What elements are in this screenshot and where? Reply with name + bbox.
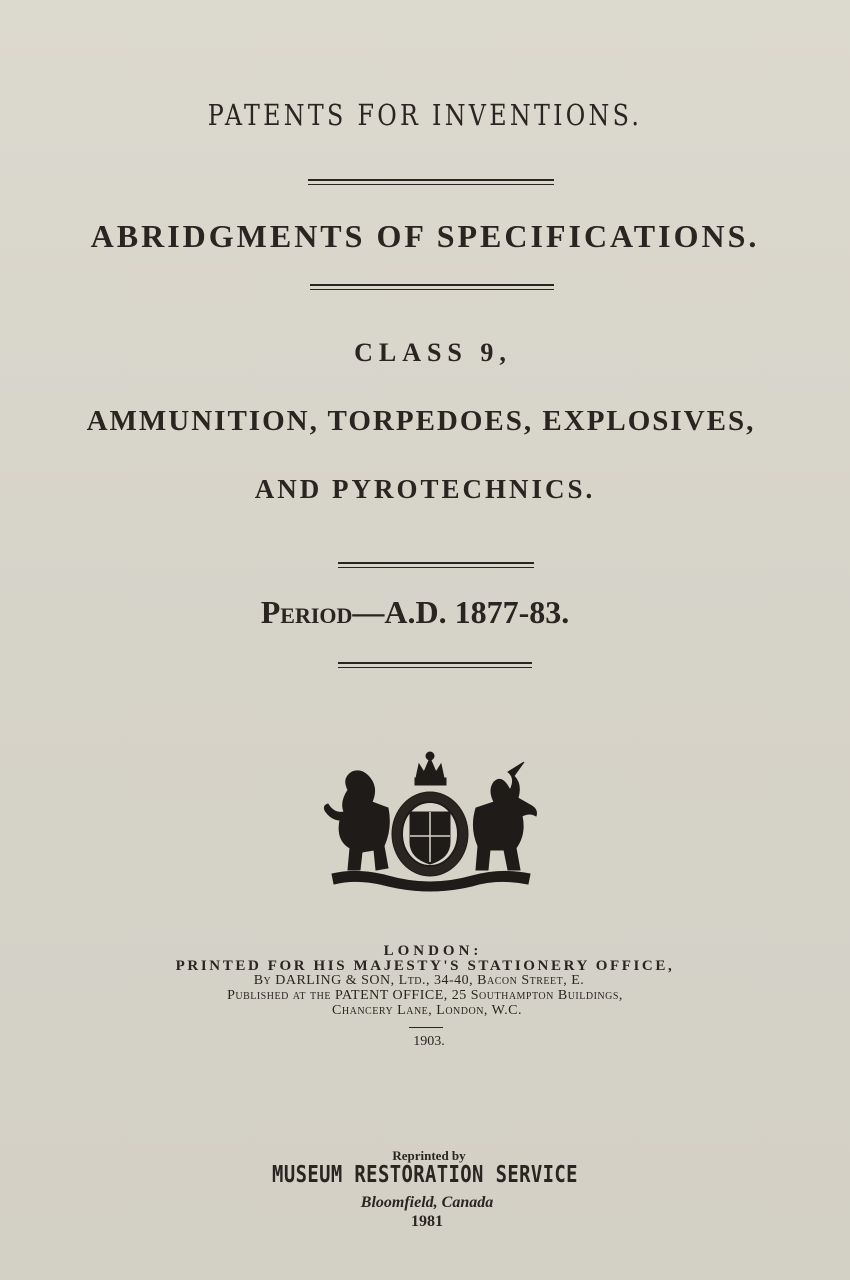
- subject-line: AND PYROTECHNICS.: [254, 474, 596, 504]
- divider-rule: [310, 284, 554, 290]
- short-rule: [409, 1027, 443, 1028]
- imprint-printed-by: By DARLING & SON, Ltd., 34-40, Bacon Street, E.: [253, 973, 585, 988]
- imprint-year: 1903.: [413, 1034, 445, 1049]
- imprint-printer: PRINTED FOR HIS MAJESTY'S STATIONERY OFFICE,: [175, 958, 675, 974]
- imprint-published-at: Published at the PATENT OFFICE, 25 Southampton Buildings,: [227, 988, 623, 1003]
- reprint-label: Reprinted by: [392, 1148, 466, 1163]
- reprint-year: 1981: [411, 1213, 443, 1230]
- imprint-city: LONDON:: [383, 943, 483, 959]
- divider-rule: [308, 179, 554, 185]
- page-subheading: ABRIDGMENTS OF SPECIFICATIONS.: [90, 218, 760, 254]
- subject-line: AMMUNITION, TORPEDOES, EXPLOSIVES,: [86, 405, 756, 437]
- class-line: CLASS 9,: [354, 338, 512, 367]
- period-line: [0, 594, 840, 631]
- period-prefix: Period: [260, 594, 353, 630]
- divider-rule: [338, 662, 532, 668]
- page-heading: PATENTS FOR INVENTIONS.: [207, 98, 643, 132]
- royal-coat-of-arms-icon: [318, 750, 543, 892]
- imprint-address: Chancery Lane, London, W.C.: [332, 1003, 522, 1018]
- reprint-publisher: MUSEUM RESTORATION SERVICE: [272, 1162, 578, 1188]
- divider-rule: [338, 562, 534, 568]
- reprint-location: Bloomfield, Canada: [360, 1194, 494, 1211]
- period-value: —A.D. 1877-83.: [352, 594, 570, 630]
